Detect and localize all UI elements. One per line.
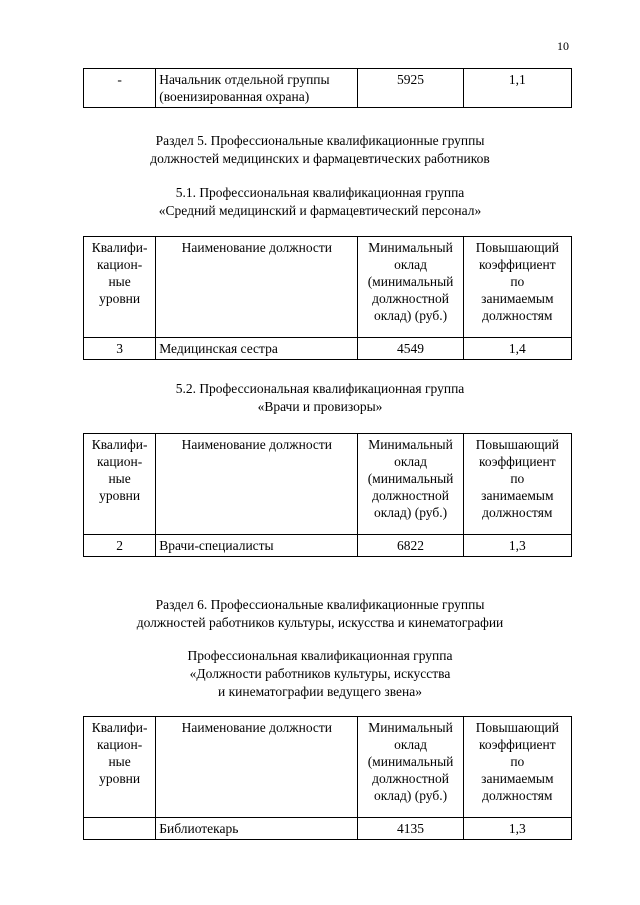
table-row xyxy=(84,69,572,108)
header-level xyxy=(84,717,156,818)
heading-line: должностей медицинских и фармацевтических работников xyxy=(150,151,490,166)
level-cell xyxy=(84,818,156,840)
header-line: Минимальный xyxy=(368,720,453,735)
header-line: Повышающий xyxy=(475,437,559,452)
heading-line: Профессиональная квалификационная группа xyxy=(187,648,453,663)
level-cell: 3 xyxy=(84,338,156,360)
group52-heading xyxy=(0,380,640,416)
heading-line: «Средний медицинский и фармацевтический персонал» xyxy=(158,203,482,218)
header-line: оклад) (руб.) xyxy=(373,788,448,803)
table-group51 xyxy=(83,236,572,360)
section6-heading xyxy=(0,596,640,632)
header-coefficient xyxy=(463,717,571,818)
header-line: ные xyxy=(108,754,131,769)
salary-cell: 6822 xyxy=(358,535,463,557)
table-row xyxy=(84,818,572,840)
heading-line: должностей работников культуры, искусства и кинематографии xyxy=(136,615,504,630)
header-salary xyxy=(358,434,463,535)
header-line: должностям xyxy=(482,308,553,323)
heading-line: «Должности работников культуры, искусства xyxy=(189,666,451,681)
header-position-name: Наименование должности xyxy=(156,717,358,818)
header-line: Повышающий xyxy=(475,240,559,255)
heading-line: «Врачи и провизоры» xyxy=(257,399,383,414)
header-salary xyxy=(358,717,463,818)
header-line: кацион- xyxy=(96,737,143,752)
coefficient-cell: 1,3 xyxy=(463,535,571,557)
header-line: кацион- xyxy=(96,454,143,469)
salary-cell: 5925 xyxy=(358,69,463,108)
header-line: оклад xyxy=(394,737,427,752)
header-line: должностям xyxy=(482,505,553,520)
position-name-cell: Медицинская сестра xyxy=(156,338,358,360)
level-cell: 2 xyxy=(84,535,156,557)
level-cell: - xyxy=(84,69,156,108)
coefficient-cell: 1,3 xyxy=(463,818,571,840)
position-name-line: (военизированная охрана) xyxy=(159,89,310,104)
table-header-row xyxy=(84,717,572,818)
header-line: уровни xyxy=(99,291,141,306)
header-line: Квалифи- xyxy=(91,437,148,452)
position-name-cell: Библиотекарь xyxy=(156,818,358,840)
coefficient-cell: 1,4 xyxy=(463,338,571,360)
table-continuation xyxy=(83,68,572,108)
header-line: оклад) (руб.) xyxy=(373,308,448,323)
header-level xyxy=(84,434,156,535)
header-line: по xyxy=(510,274,525,289)
header-line: должностной xyxy=(372,771,449,786)
table-row xyxy=(84,535,572,557)
page-number: 10 xyxy=(557,39,569,53)
header-line: уровни xyxy=(99,771,141,786)
header-position-name: Наименование должности xyxy=(156,237,358,338)
table-group52 xyxy=(83,433,572,557)
header-line: Повышающий xyxy=(475,720,559,735)
table-header-row xyxy=(84,237,572,338)
header-line: коэффициент xyxy=(478,454,556,469)
header-line: Квалифи- xyxy=(91,240,148,255)
header-line: должностной xyxy=(372,488,449,503)
salary-cell: 4135 xyxy=(358,818,463,840)
header-line: уровни xyxy=(99,488,141,503)
section5-heading xyxy=(0,132,640,168)
group6-heading xyxy=(0,647,640,701)
heading-line: Раздел 6. Профессиональные квалификационные группы xyxy=(155,597,485,612)
header-line: Минимальный xyxy=(368,437,453,452)
header-line: оклад xyxy=(394,257,427,272)
position-name-line: Начальник отдельной группы xyxy=(159,72,330,87)
header-line: (минимальный xyxy=(367,754,454,769)
header-coefficient xyxy=(463,434,571,535)
header-line: ные xyxy=(108,274,131,289)
header-line: (минимальный xyxy=(367,274,454,289)
heading-line: Раздел 5. Профессиональные квалификационные группы xyxy=(155,133,485,148)
header-line: Квалифи- xyxy=(91,720,148,735)
header-line: занимаемым xyxy=(481,771,554,786)
salary-cell: 4549 xyxy=(358,338,463,360)
header-line: ные xyxy=(108,471,131,486)
header-line: оклад) (руб.) xyxy=(373,505,448,520)
header-coefficient xyxy=(463,237,571,338)
header-line: коэффициент xyxy=(478,257,556,272)
header-line: (минимальный xyxy=(367,471,454,486)
position-name-cell: Врачи-специалисты xyxy=(156,535,358,557)
header-line: кацион- xyxy=(96,257,143,272)
table-header-row xyxy=(84,434,572,535)
position-name-cell xyxy=(156,69,358,108)
header-line: по xyxy=(510,754,525,769)
header-position-name: Наименование должности xyxy=(156,434,358,535)
header-level xyxy=(84,237,156,338)
header-line: должностям xyxy=(482,788,553,803)
header-line: по xyxy=(510,471,525,486)
coefficient-cell: 1,1 xyxy=(463,69,571,108)
header-line: оклад xyxy=(394,454,427,469)
heading-line: 5.2. Профессиональная квалификационная группа xyxy=(175,381,465,396)
heading-line: 5.1. Профессиональная квалификационная группа xyxy=(175,185,465,200)
header-salary xyxy=(358,237,463,338)
group51-heading xyxy=(0,184,640,220)
table-row xyxy=(84,338,572,360)
header-line: занимаемым xyxy=(481,488,554,503)
heading-line: и кинематографии ведущего звена» xyxy=(217,684,423,699)
header-line: коэффициент xyxy=(478,737,556,752)
header-line: Минимальный xyxy=(368,240,453,255)
header-line: занимаемым xyxy=(481,291,554,306)
table-group6 xyxy=(83,716,572,840)
header-line: должностной xyxy=(372,291,449,306)
